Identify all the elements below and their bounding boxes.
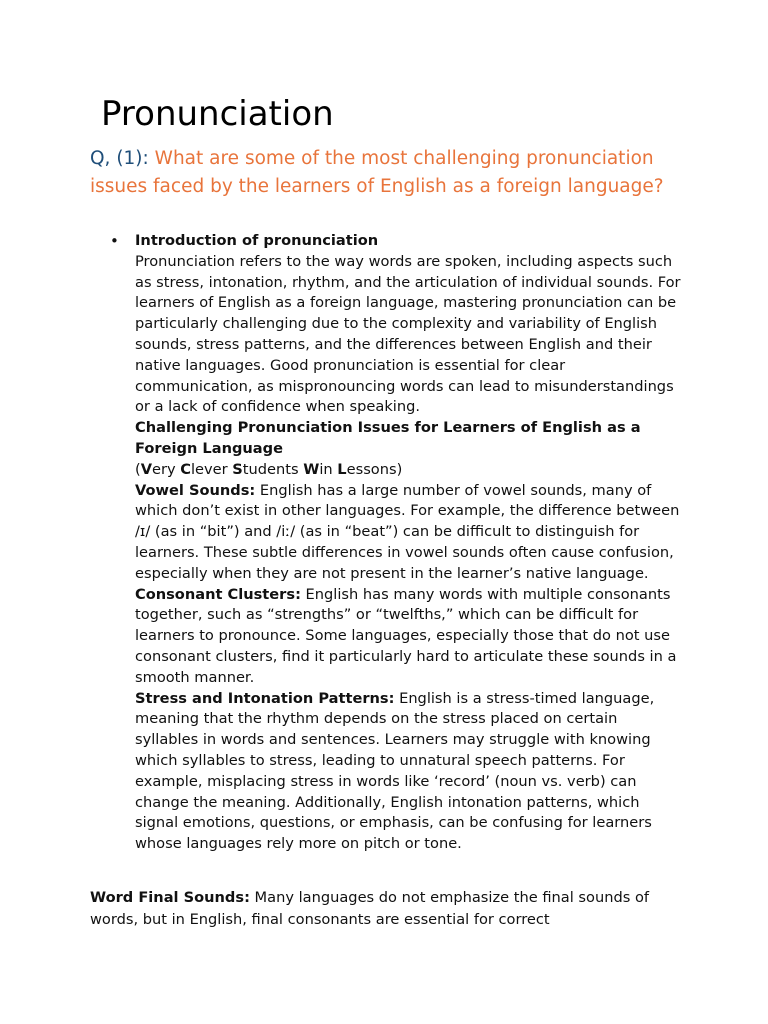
bullet-icon: • — [110, 232, 119, 250]
vowel-sounds-paragraph: Vowel Sounds: English has a large number of vowel sounds, many of which don’t exist in other languages. For example, the difference between /ɪ/ (as in “bit”) and /iː/ (as in “beat”) can be difficult to distinguish for learners. These subtle differences in vowel sounds often cause confusion, especially when they are not present in the learner’s native language. — [135, 481, 680, 582]
intro-paragraph: Pronunciation refers to the way words are spoken, including aspects such as stress, intonation, rhythm, and the articulation of individual sounds. For learners of English as a foreign language, mastering pronunciation can be particularly challenging due to the complexity and variability of English sounds, stress patterns, and the differences between English and their native languages. Good pronunciation is essential for clear communication, as mispronouncing words can lead to misunderstandings or a lack of confidence when speaking. — [135, 252, 681, 416]
vowel-sounds-lead: Vowel Sounds: — [135, 481, 256, 499]
consonant-clusters-lead: Consonant Clusters: — [135, 585, 301, 603]
word-final-sounds-paragraph: Word Final Sounds: Many languages do not emphasize the final sounds of words, but in English, final consonants are essential for correct — [90, 889, 650, 928]
stress-intonation-paragraph: Stress and Intonation Patterns: English is a stress-timed language, meaning that the rhythm depends on the stress placed on certain syllables in words and sentences. Learners may struggle with knowing which syllables to stress, leading to unnatural speech patterns. For example, misplacing stress in words like ‘record’ (noun vs. verb) can change the meaning. Additionally, English intonation patterns, which signal emotions, questions, or emphasis, can be confusing for learners whose languages rely more on pitch or tone. — [135, 689, 655, 853]
word-final-sounds-lead: Word Final Sounds: — [90, 889, 250, 906]
issues-heading: Challenging Pronunciation Issues for Learners of English as a Foreign Language — [135, 419, 641, 457]
page-title: Pronunciation — [101, 94, 334, 134]
question-text: What are some of the most challenging pronunciation issues faced by the learners of English as a foreign language? — [90, 148, 664, 197]
bullet-content — [135, 231, 685, 855]
consonant-clusters-paragraph: Consonant Clusters: English has many words with multiple consonants together, such as “strengths” or “twelfths,” which can be difficult for learners to pronounce. Some languages, especially those that do not use consonant clusters, find it particularly hard to articulate these sounds in a smooth manner. — [135, 585, 677, 686]
bullet-heading: Introduction of pronunciation — [135, 232, 379, 249]
stress-intonation-lead: Stress and Intonation Patterns: — [135, 689, 395, 707]
question-number: Q, (1): — [90, 148, 155, 169]
mnemonic-line: (Very Clever Students Win Lessons) — [135, 460, 403, 478]
question — [90, 145, 700, 200]
